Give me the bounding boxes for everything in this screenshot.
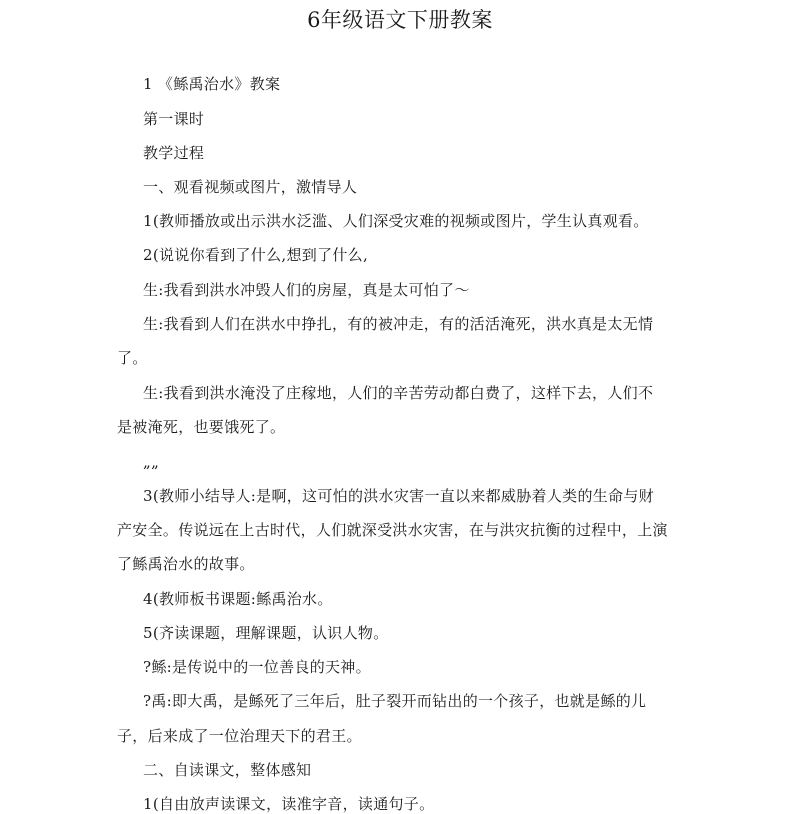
paragraph-line: 2(说说你看到了什么,想到了什么,: [143, 246, 369, 264]
paragraph-line: 3(教师小结导人:是啊，这可怕的洪水灾害一直以来都威胁着人类的生命与财: [143, 487, 654, 505]
ellipsis-line: „„: [143, 453, 160, 471]
paragraph-line: 了鲧禹治水的故事。: [117, 555, 255, 573]
paragraph-line: 4(教师板书课题:鲧禹治水。: [143, 590, 333, 608]
paragraph-line: 是被淹死，也要饿死了。: [117, 418, 286, 436]
section-heading-one: 一、观看视频或图片，激情导人: [143, 178, 358, 196]
paragraph-line: ?鲧:是传说中的一位善良的天神。: [143, 658, 371, 676]
paragraph-line: 5(齐读课题，理解课题，认识人物。: [143, 624, 389, 642]
paragraph-line: 子，后来成了一位治理天下的君王。: [117, 727, 362, 745]
paragraph-line: 生:我看到洪水淹没了庄稼地，人们的辛苦劳动都白费了，这样下去，人们不: [143, 384, 654, 402]
paragraph-line: 产安全。传说远在上古时代，人们就深受洪水灾害，在与洪灾抗衡的过程中，上演: [117, 521, 668, 539]
section-first-class: 第一课时: [143, 110, 205, 128]
paragraph-line: ?禹:即大禹，是鲧死了三年后，肚子裂开而钻出的一个孩子，也就是鲧的儿: [143, 692, 647, 710]
paragraph-line: 1(自由放声读课文，读准字音，读通句子。: [143, 795, 435, 813]
paragraph-line: 1(教师播放或出示洪水泛滥、人们深受灾难的视频或图片，学生认真观看。: [143, 212, 649, 230]
section-heading-two: 二、自读课文，整体感知: [143, 761, 312, 779]
section-teaching-process: 教学过程: [143, 144, 205, 162]
paragraph-line: 生:我看到洪水冲毁人们的房屋，真是太可怕了～: [143, 281, 470, 299]
paragraph-line: 生:我看到人们在洪水中挣扎，有的被冲走，有的活活淹死，洪水真是太无情: [143, 315, 654, 333]
lesson-heading: 1 《鲧禹治水》教案: [143, 75, 281, 93]
paragraph-line: 了。: [117, 349, 148, 367]
document-title: 6年级语文下册教案: [307, 8, 493, 32]
